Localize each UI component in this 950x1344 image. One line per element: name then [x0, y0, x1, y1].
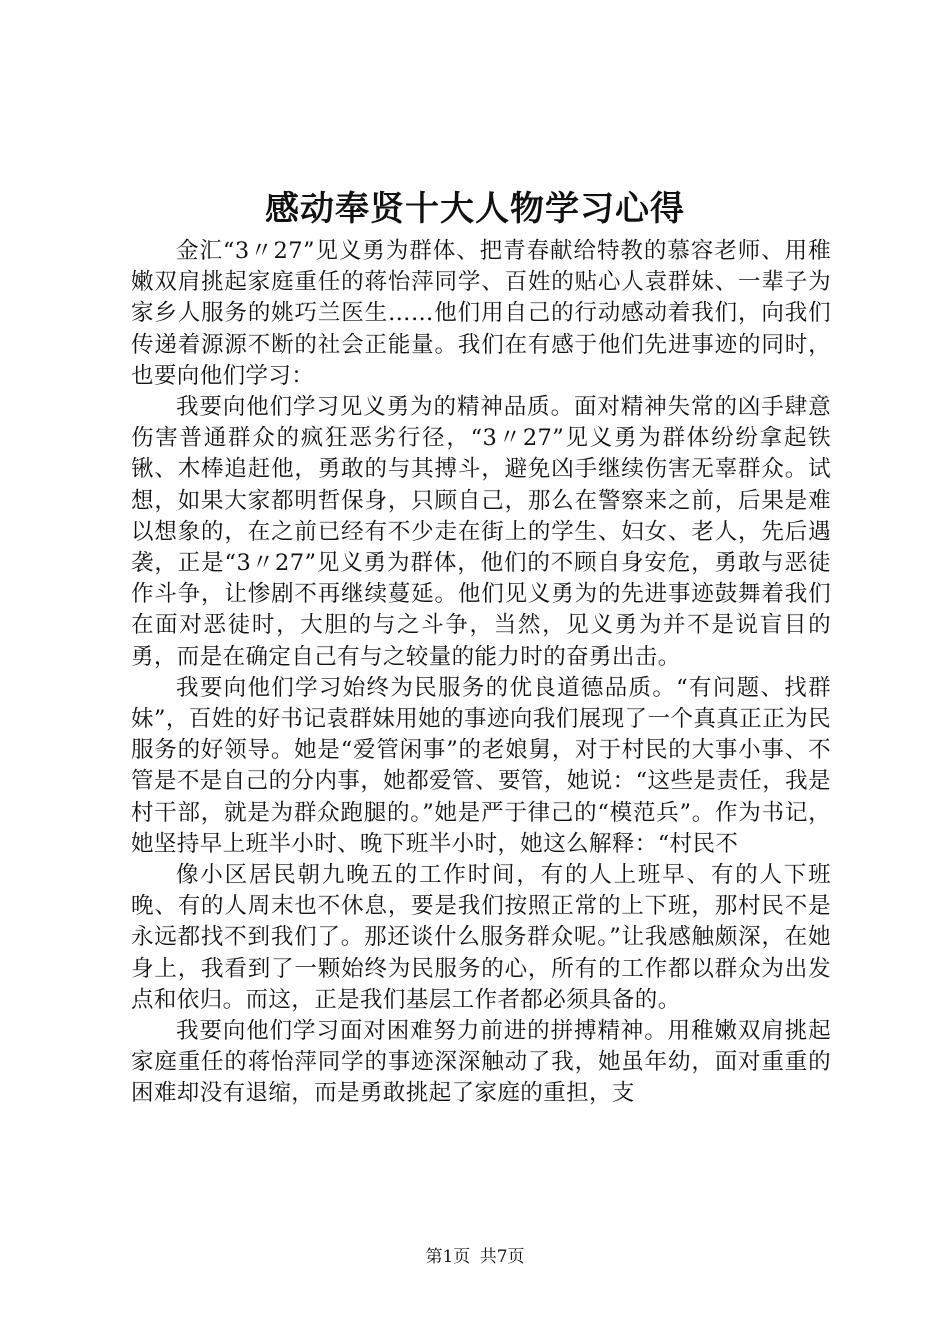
- document-body: [131, 236, 831, 1110]
- paragraph-bravery: 我要向他们学习见义勇为的精神品质。面对精神失常的凶手肆意伤害普通群众的疯狂恶劣行径，“3〃27”见义勇为群体纷纷拿起铁锹、木棒追赶他，勇敢的与其搏斗，避免凶手继续伤害无辜群众。试想，如果大家都明哲保身，只顾自己，那么在警察来之前，后果是难以想象的，在之前已经有不少走在街上的学生、妇女、老人，先后遇袭，正是“3〃27”见义勇为群体，他们的不顾自身安危，勇敢与恶徒作斗争，让惨剧不再继续蔓延。他们见义勇为的先进事迹鼓舞着我们在面对恶徒时，大胆的与之斗争，当然，见义勇为并不是说盲目的勇，而是在确定自己有与之较量的能力时的奋勇出击。: [131, 394, 831, 670]
- page-footer: [0, 1246, 950, 1268]
- paragraph-service-continued: 像小区居民朝九晚五的工作时间，有的人上班早、有的人下班晚、有的人周末也不休息，要是我们按照正常的上下班，那村民不是永远都找不到我们了。那还谈什么服务群众呢。”让我感触颇深，在她身上，我看到了一颗始终为民服务的心，所有的工作都以群众为出发点和依归。而这，正是我们基层工作者都必须具备的。: [131, 862, 831, 1013]
- page-number: 第1页: [425, 1247, 471, 1267]
- page-total: 共7页: [479, 1247, 525, 1267]
- document-title: 感动奉贤十大人物学习心得: [265, 189, 685, 229]
- paragraph-intro: 金汇“3〃27”见义勇为群体、把青春献给特教的慕容老师、用稚嫩双肩挑起家庭重任的蒋怡萍同学、百姓的贴心人袁群妹、一辈子为家乡人服务的姚巧兰医生……他们用自己的行动感动着我们，向我们传递着源源不断的社会正能量。我们在有感于他们先进事迹的同时，也要向他们学习：: [131, 238, 831, 389]
- paragraph-service: 我要向他们学习始终为民服务的优良道德品质。“有问题、找群妹”，百姓的好书记袁群妹用她的事迹向我们展现了一个真真正正为民服务的好领导。她是“爱管闲事”的老娘舅，对于村民的大事小事、不管是不是自己的分内事，她都爱管、要管，她说：“这些是责任，我是村干部，就是为群众跑腿的。”她是严于律己的“模范兵”。作为书记，她坚持早上班半小时、晚下班半小时，她这么解释：“村民不: [131, 674, 831, 857]
- paragraph-perseverance: 我要向他们学习面对困难努力前进的拼搏精神。用稚嫩双肩挑起家庭重任的蒋怡萍同学的事迹深深触动了我，她虽年幼，面对重重的困难却没有退缩，而是勇敢挑起了家庭的重担，支: [131, 1018, 831, 1107]
